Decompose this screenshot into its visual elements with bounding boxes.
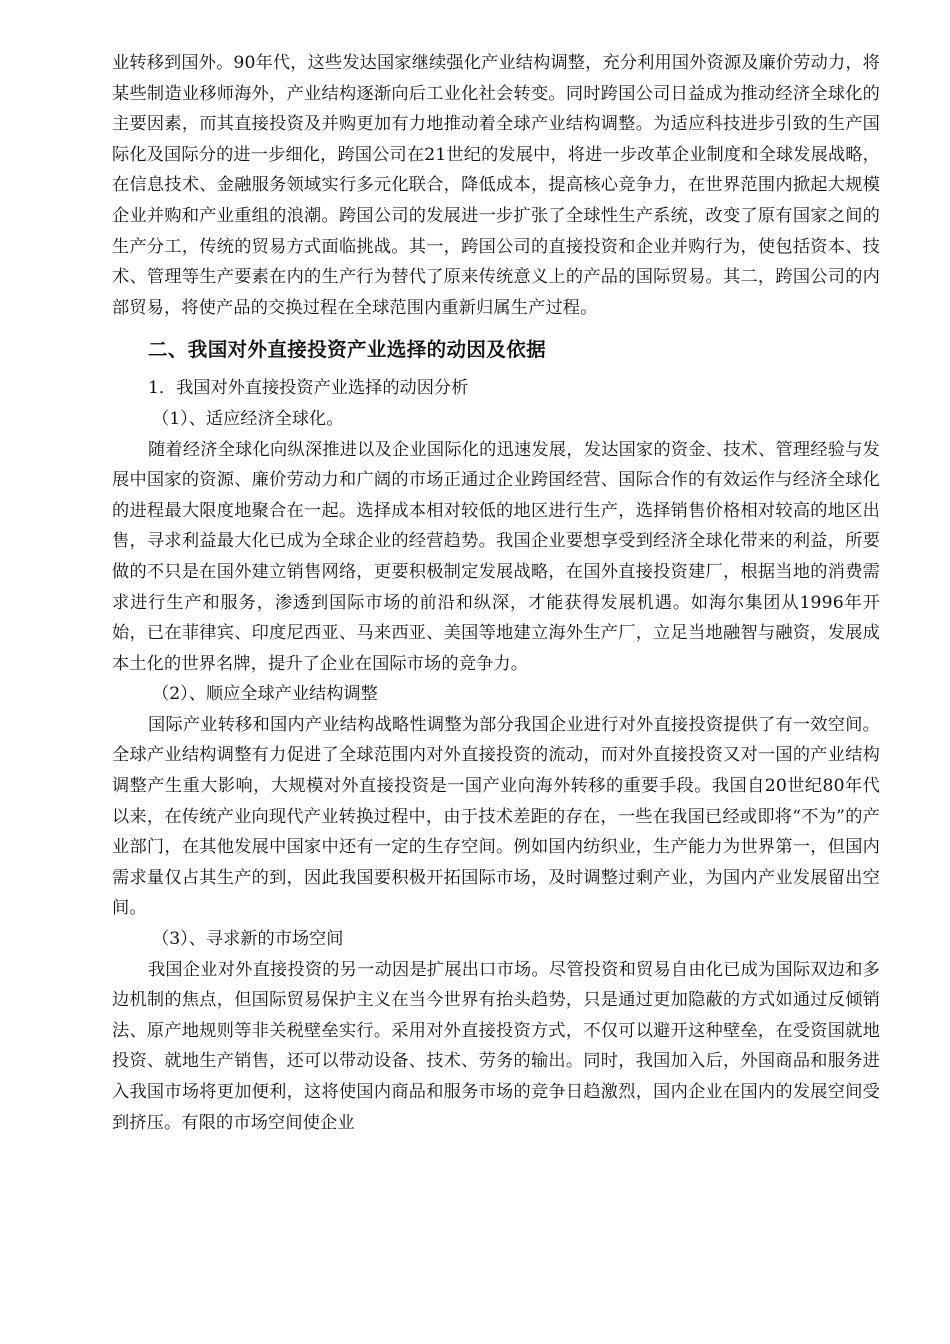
item-title-3: （3）、寻求新的市场空间 — [152, 929, 344, 950]
subsection-title: 1．我国对外直接投资产业选择的动因分析 — [148, 378, 469, 399]
item-title-1: （1）、适应经济全球化。 — [152, 408, 344, 429]
section-heading: 二、我国对外直接投资产业选择的动因及依据 — [148, 338, 547, 362]
paragraph-market-space: 我国企业对外直接投资的另一动因是扩展出口市场。尽管投资和贸易自由化已成为国际双边和多边机制的焦点，但国际贸易保护主义在当今世界有抬头趋势，只是通过更加隐蔽的方式如通过反倾销法、原产地规则等非关税壁垒实行。采用对外直接投资方式，不仅可以避开这种壁垒，在受资国就地投资、就地生产销售，还可以带动设备、技术、劳务的输出。同时，我国加入后，外国商品和服务进入我国市场将更加便利，这将使国内商品和服务市场的竞争日趋激烈，国内企业在国内的发展空间受到挤压。有限的市场空间使企业 — [112, 959, 880, 1133]
paragraph-industry-adjustment: 国际产业转移和国内产业结构战略性调整为部分我国企业进行对外直接投资提供了有一效空间。全球产业结构调整有力促进了全球范围内对外直接投资的流动，而对外直接投资又对一国的产业结构调整产生重大影响，大规模对外直接投资是一国产业向海外转移的重要手段。我国自20世纪80年代以来，在传统产业向现代产业转换过程中，由于技术差距的存在，一些在我国已经或即将“不为”的产业部门，在其他发展中国家中还有一定的生存空间。例如国内纺织业，生产能力为世界第一，但国内需求量仅占其生产的到，因此我国要积极开拓国际市场，及时调整过剩产业，为国内产业发展留出空间。 — [112, 714, 880, 919]
item-title-2: （2）、顺应全球产业结构调整 — [152, 684, 378, 705]
paragraph-intro: 业转移到国外。90年代，这些发达国家继续强化产业结构调整，充分利用国外资源及廉价劳动力，将某些制造业移师海外，产业结构逐渐向后工业化社会转变。同时跨国公司日益成为推动经济全球化的主要因素，而其直接投资及并购更加有力地推动着全球产业结构调整。为适应科技进步引致的生产国际化及国际分的进一步细化，跨国公司在21世纪的发展中，将进一步改革企业制度和全球发展战略，在信息技术、金融服务领域实行多元化联合，降低成本，提高核心竞争力，在世界范围内掀起大规模企业并购和产业重组的浪潮。跨国公司的发展进一步扩张了全球性生产系统，改变了原有国家之间的生产分工，传统的贸易方式面临挑战。其一，跨国公司的直接投资和企业并购行为，使包括资本、技术、管理等生产要素在内的生产行为替代了原来传统意义上的产品的国际贸易。其二，跨国公司的内部贸易，将使产品的交换过程在全球范围内重新归属生产过程。 — [112, 53, 880, 318]
paragraph-globalization: 随着经济全球化向纵深推进以及企业国际化的迅速发展，发达国家的资金、技术、管理经验与发展中国家的资源、廉价劳动力和广阔的市场正通过企业跨国经营、国际合作的有效运作与经济全球化的进程最大限度地聚合在一起。选择成本相对较低的地区进行生产，选择销售价格相对较高的地区出售，寻求利益最大化已成为全球企业的经营趋势。我国企业要想享受到经济全球化带来的利益，所要做的不只是在国外建立销售网络，更要积极制定发展战略，在国外直接投资建厂，根据当地的消费需求进行生产和服务，渗透到国际市场的前沿和纵深，才能获得发展机遇。如海尔集团从1996年开始，已在菲律宾、印度尼西亚、马来西亚、美国等地建立海外生产厂，立足当地融智与融资，发展成本土化的世界名牌，提升了企业在国际市场的竞争力。 — [112, 439, 880, 674]
